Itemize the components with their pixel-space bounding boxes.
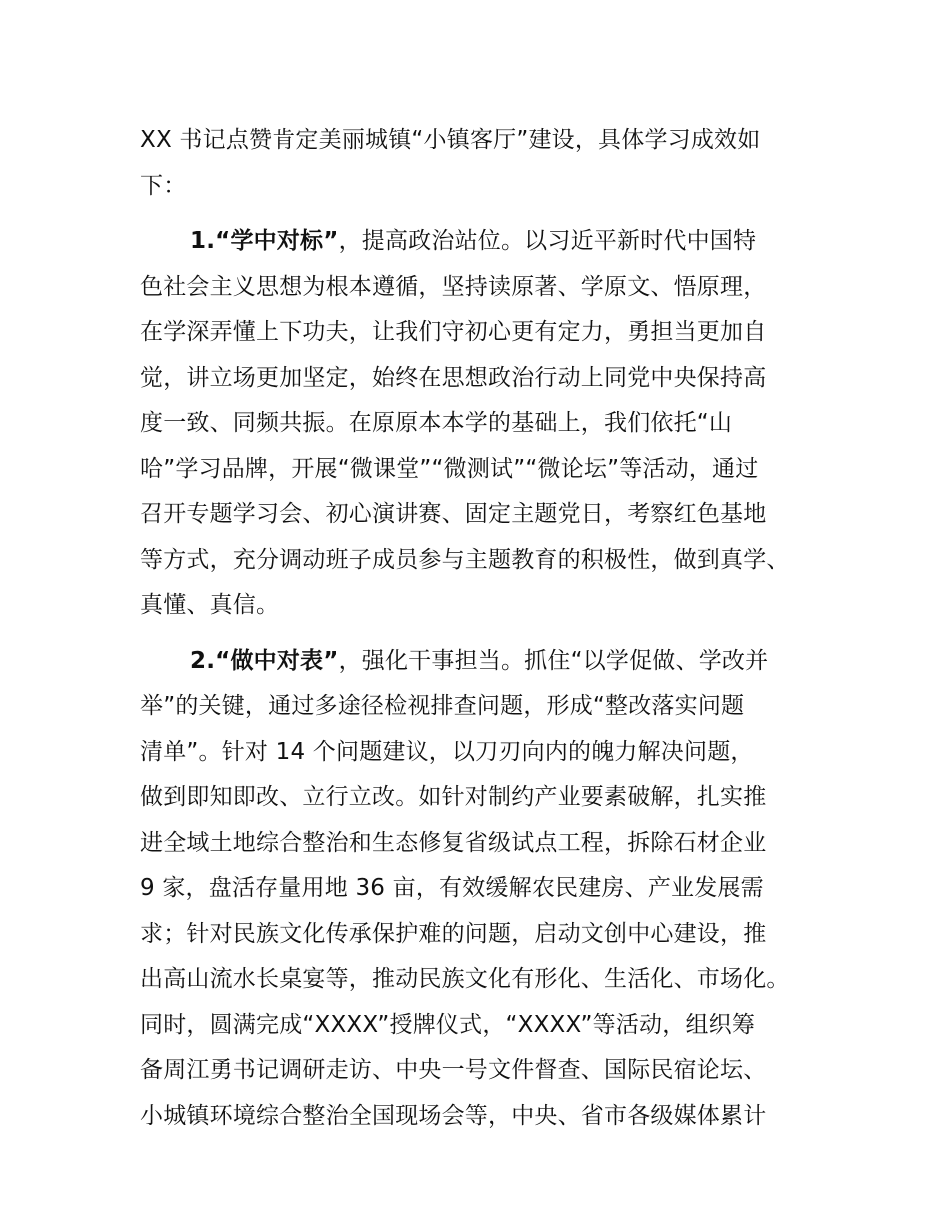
document-body xyxy=(140,118,830,1139)
text-line: 9 家，盘活存量用地 36 亩，有效缓解农民建房、产业发展需 xyxy=(140,875,764,901)
text-line: 同时，圆满完成“XXXX”授牌仪式，“XXXX”等活动，组织筹 xyxy=(140,1011,756,1038)
text-line: 下： xyxy=(140,172,187,199)
text-line: 真懂、真信。 xyxy=(140,592,280,618)
text-line: 哈”学习品牌，开展“微课堂”“微测试”“微论坛”等活动，通过 xyxy=(140,455,759,482)
text-line: 出高山流水长桌宴等，推动民族文化有形化、生活化、市场化。 xyxy=(140,966,790,992)
text-line: 做到即知即改、立行立改。如针对制约产业要素破解，扎实推 xyxy=(140,784,767,810)
section-2-first-line-text: ，强化干事担当。抓住“以学促做、学改并 xyxy=(338,647,769,674)
section-1-heading: 1.“学中对标” xyxy=(190,228,339,254)
text-line: 召开专题学习会、初心演讲赛、固定主题党日，考察红色基地 xyxy=(140,501,767,527)
text-line: 清单”。针对 14 个问题建议，以刀刃向内的魄力解决问题， xyxy=(140,738,754,765)
text-line: 求；针对民族文化传承保护难的问题，启动文创中心建设，推 xyxy=(140,920,767,947)
section-2-first-line xyxy=(140,639,830,685)
text-line: XX 书记点赞肯定美丽城镇“小镇客厅”建设，具体学习成效如 xyxy=(140,127,761,153)
text-line: 度一致、同频共振。在原原本本学的基础上，我们依托“山 xyxy=(140,410,733,436)
text-line: 觉，讲立场更加坚定，始终在思想政治行动上同党中央保持高 xyxy=(140,364,767,391)
section-1-first-line-text: ，提高政治站位。以习近平新时代中国特 xyxy=(338,228,757,254)
section-1-paragraph xyxy=(140,219,830,629)
text-line: 进全域土地综合整治和生态修复省级试点工程，拆除石材企业 xyxy=(140,829,767,856)
text-line: 举”的关键，通过多途径检视排查问题，形成“整改落实问题 xyxy=(140,693,745,719)
text-line: 备周江勇书记调研走访、中央一号文件督查、国际民宿论坛、 xyxy=(140,1057,767,1083)
section-2-heading: 2.“做中对表” xyxy=(190,647,339,674)
text-line: 在学深弄懂上下功夫，让我们守初心更有定力，勇担当更加自 xyxy=(140,319,767,345)
text-line: 小城镇环境综合整治全国现场会等，中央、省市各级媒体累计 xyxy=(140,1102,767,1129)
text-line: 色社会主义思想为根本遵循，坚持读原著、学原文、悟原理， xyxy=(140,273,767,300)
text-line: 等方式，充分调动班子成员参与主题教育的积极性，做到真学、 xyxy=(140,546,790,573)
section-2-paragraph xyxy=(140,639,830,1140)
section-1-first-line xyxy=(140,219,830,265)
intro-paragraph xyxy=(140,118,830,209)
